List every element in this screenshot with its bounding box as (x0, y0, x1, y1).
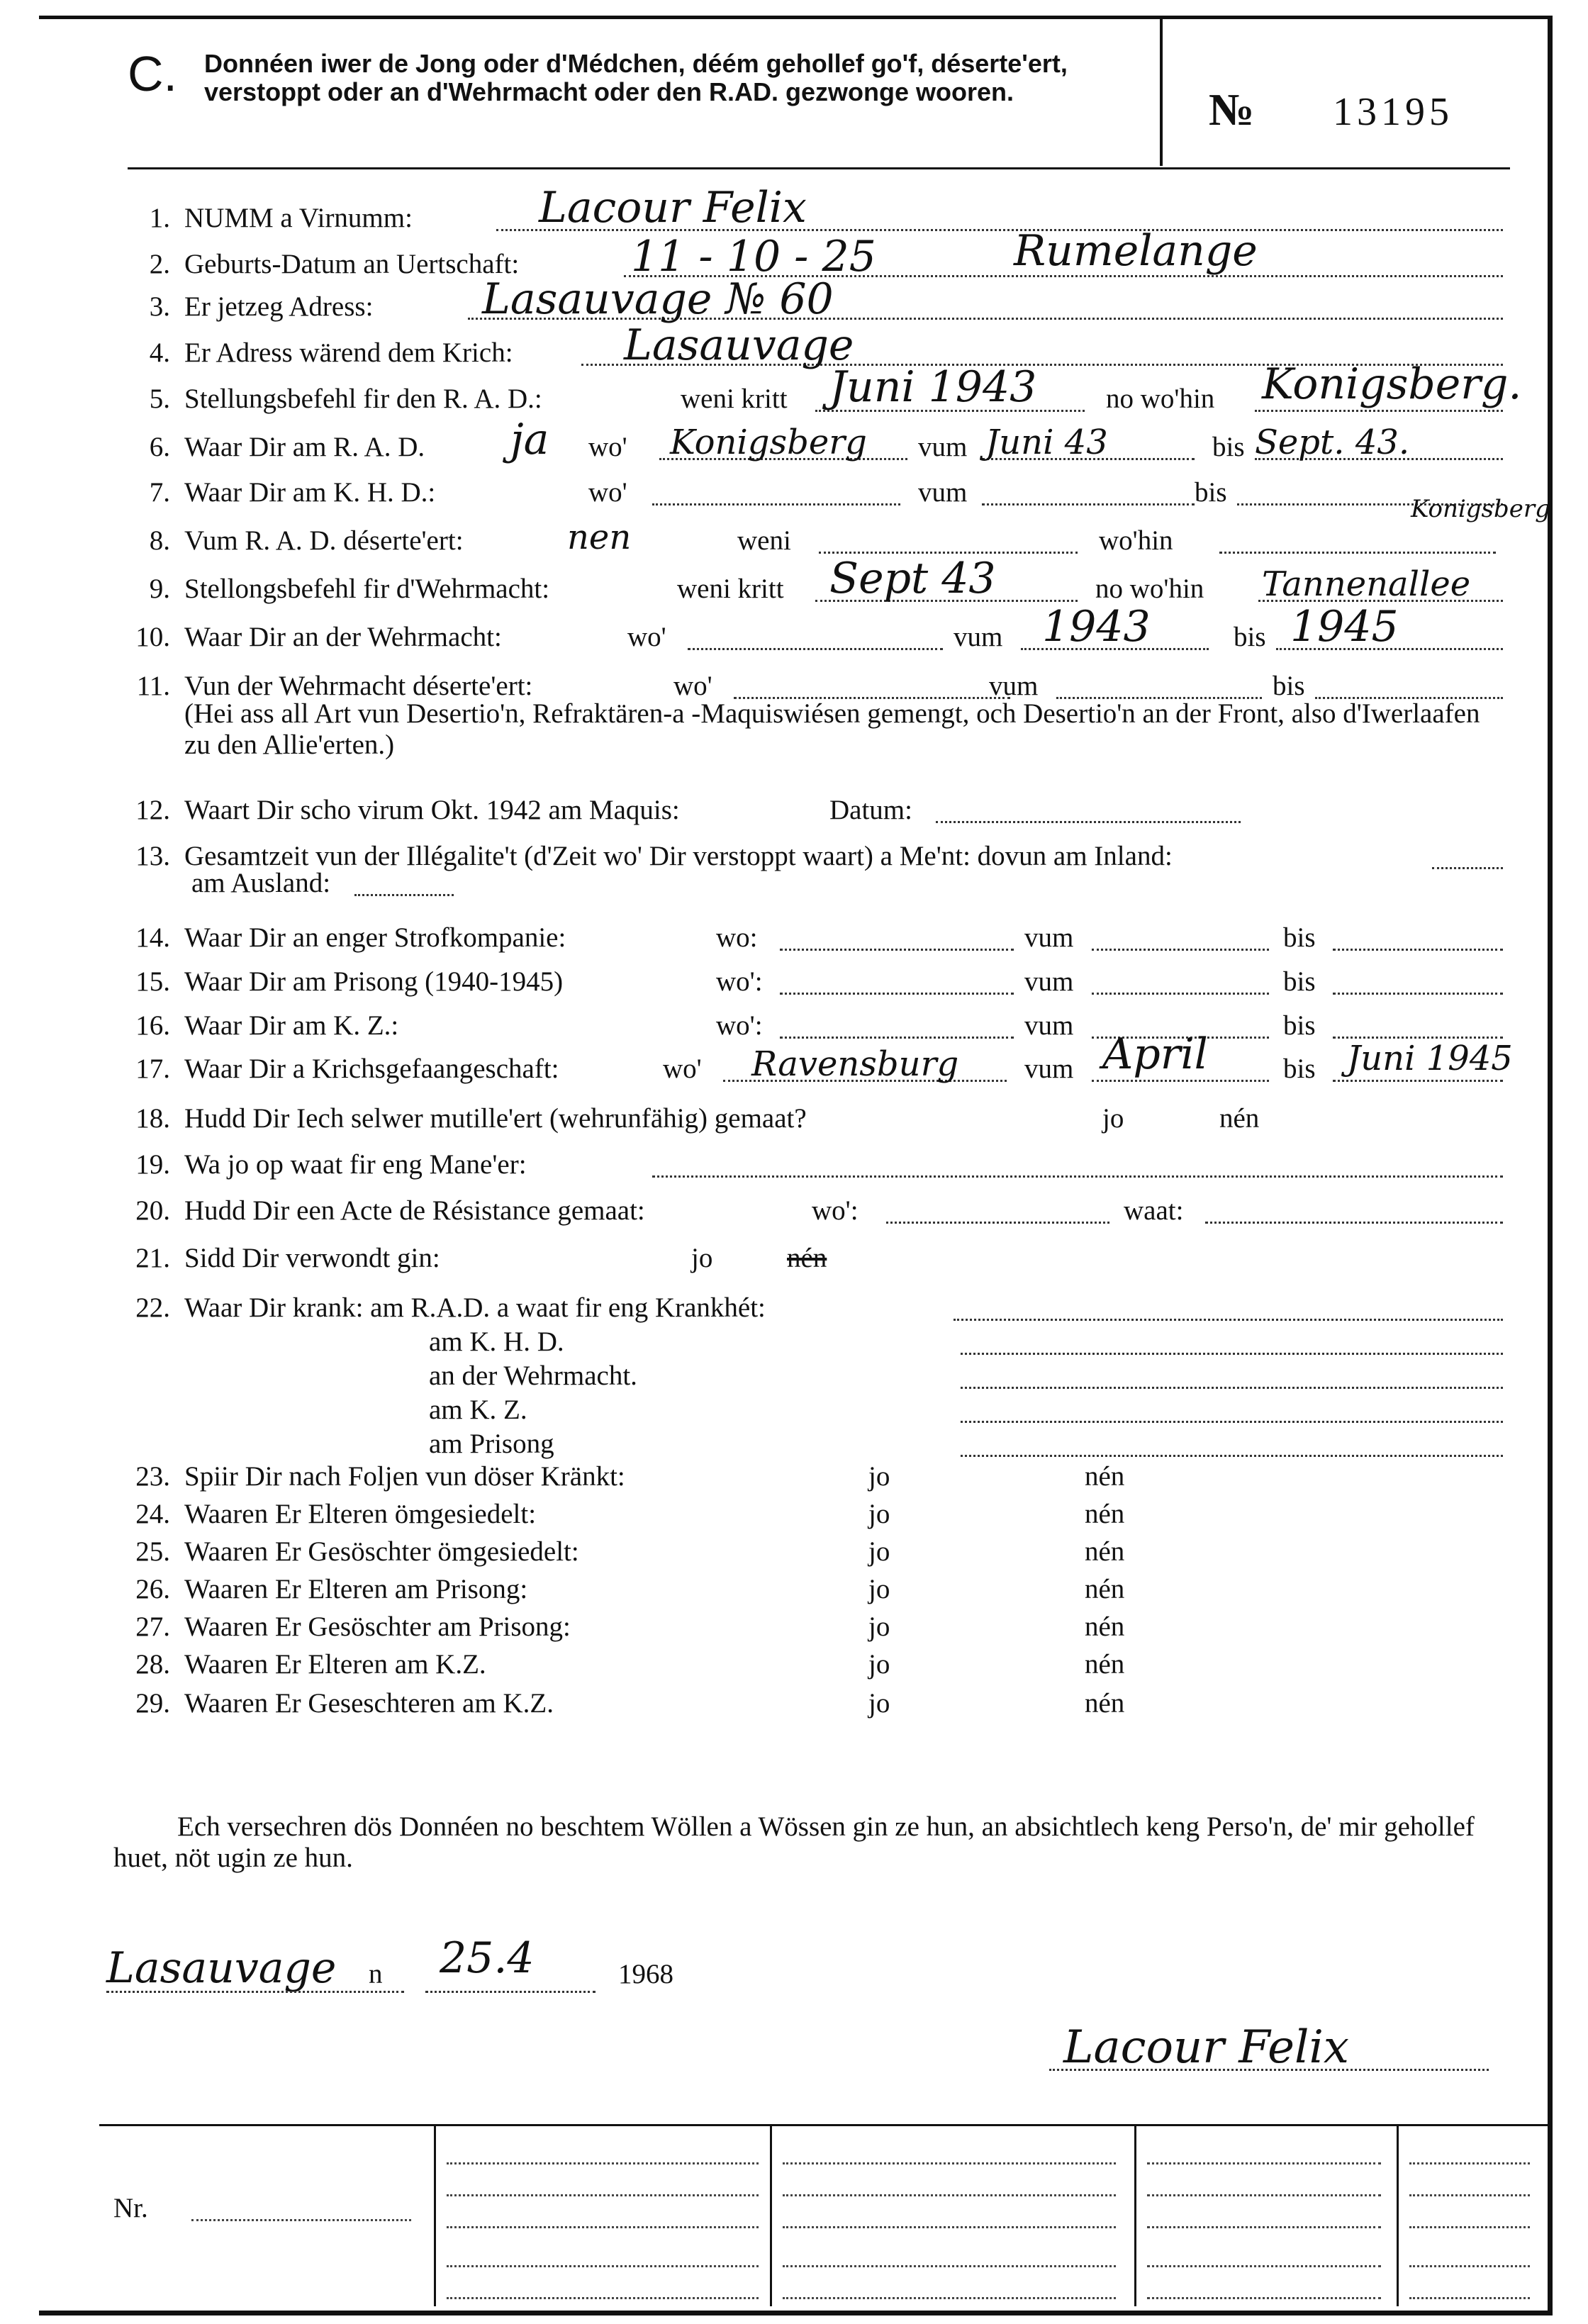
item-label: Waar Dir am R. A. D. (184, 432, 425, 462)
item-label: Waaren Er Elteren ömgesiedelt: (184, 1499, 537, 1529)
handwritten-answer: Lasauvage № 60 (482, 274, 834, 324)
footer-cell-line (447, 2226, 759, 2228)
item-label: Spiir Dir nach Foljen vun döser Kränkt: (184, 1461, 625, 1492)
bis-label: bis (1283, 1010, 1316, 1041)
nen-label: nén (1085, 1649, 1125, 1680)
footer-cell-line (1147, 2194, 1381, 2196)
item-number: 12. (135, 795, 170, 825)
vum-label: vum (1024, 966, 1074, 997)
jo-label: jo (1102, 1103, 1124, 1134)
item-number: 21. (135, 1243, 170, 1273)
footer-cell-line (783, 2194, 1116, 2196)
footer-col-divider-1 (434, 2125, 436, 2306)
signature-line (1049, 2069, 1489, 2071)
footer-cell-line (783, 2297, 1116, 2299)
vum-label: vum (954, 622, 1003, 652)
item-label: Waart Dir scho virum Okt. 1942 am Maquis: (184, 795, 680, 825)
wo-label: wo' (627, 622, 666, 652)
footer-cell-line (447, 2297, 759, 2299)
footer-cell-line (447, 2265, 759, 2267)
date-line (425, 1991, 596, 1993)
item-label: Wa jo op waat fir eng Mane'er: (184, 1149, 527, 1180)
bis-label: bis (1212, 432, 1245, 462)
item-number: 7. (149, 477, 170, 508)
footer-cell-line (1147, 2297, 1381, 2299)
sub-line (961, 1421, 1503, 1423)
wo-label: wo': (716, 966, 763, 997)
wo-label: wo': (716, 1010, 763, 1041)
footer-cell-line (447, 2162, 759, 2164)
bis-label: bis (1283, 1054, 1316, 1084)
wo-line (780, 1037, 1014, 1039)
wo-line (780, 949, 1014, 951)
bis-line (1333, 993, 1503, 995)
item-number: 11. (136, 671, 170, 701)
footer-cell-line (1147, 2265, 1381, 2267)
item-label: Vun der Wehrmacht déserte'ert: (184, 671, 533, 701)
item-label: Waar Dir am K. Z.: (184, 1010, 399, 1041)
vum-label: vum (918, 477, 968, 508)
bis-line (1333, 949, 1503, 951)
jo-label: jo (868, 1611, 890, 1642)
footer-cell-line (783, 2265, 1116, 2267)
nen-label: nén (1085, 1574, 1125, 1604)
item-number: 8. (149, 525, 170, 556)
vum-label: vum (989, 671, 1039, 701)
item-number: 18. (135, 1103, 170, 1134)
item-label: Waar Dir krank: am R.A.D. a waat fir eng Krankhét: (184, 1292, 766, 1323)
waat-label: waat: (1124, 1195, 1184, 1226)
sub-label: an der Wehrmacht. (429, 1361, 637, 1391)
handwritten-signature: Lacour Felix (1063, 2021, 1349, 2074)
jo-label: jo (868, 1649, 890, 1680)
handwritten-answer: nen (567, 518, 632, 557)
item-note: (Hei ass all Art vun Desertio'n, Refraktären-a -Maquiswiésen gemengt, och Desertio'n an der Front, also d'Iwerlaafen zu den Allie'erten.) (184, 698, 1480, 760)
section-letter: C. (128, 46, 177, 101)
item-label: Gesamtzeit vun der Illégalite't (d'Zeit wo' Dir verstoppt waart) a Me'nt: dovun am Inland: (184, 841, 1173, 871)
form-number: 13195 (1333, 90, 1453, 134)
item-number: 2. (149, 249, 170, 279)
item-label: Waar Dir am Prisong (1940-1945) (184, 966, 564, 997)
wo-label: wo: (716, 922, 758, 953)
handwritten-weni: Juni 1943 (829, 362, 1037, 412)
item-number: 4. (149, 337, 170, 368)
footer-cell-line (1147, 2226, 1381, 2228)
handwritten-vum: April (1102, 1029, 1208, 1079)
item-number: 27. (135, 1611, 170, 1642)
item-label: Stellungsbefehl fir den R. A. D.: (184, 384, 542, 414)
jo-label: jo (868, 1499, 890, 1529)
footer-nr-line (191, 2219, 411, 2221)
vum-label: vum (918, 432, 968, 462)
item-number: 1. (149, 203, 170, 233)
item-number: 19. (135, 1149, 170, 1180)
wo-label: wo' (663, 1054, 702, 1084)
jo-label: jo (868, 1461, 890, 1492)
item-label: Stellongsbefehl fir d'Wehrmacht: (184, 574, 550, 604)
item-label: Hudd Dir Iech selwer mutille'ert (wehrunfähig) gemaat? (184, 1103, 807, 1134)
jo-label: jo (868, 1536, 890, 1567)
wohin-label: no wo'hin (1095, 574, 1204, 604)
handwritten-wo: Ravensburg (751, 1044, 959, 1084)
datum-label: Datum: (829, 795, 912, 825)
wohin-line (1255, 410, 1503, 412)
item-number: 13. (135, 841, 170, 871)
item-number: 23. (135, 1461, 170, 1492)
handwritten-wohin: Konigsberg. (1262, 359, 1522, 409)
item-label: Waaren Er Geseschteren am K.Z. (184, 1688, 554, 1719)
nen-label: nén (1085, 1536, 1125, 1567)
item-label: Er jetzeg Adress: (184, 291, 374, 322)
bis-label: bis (1273, 671, 1305, 701)
item-label: Hudd Dir een Acte de Résistance gemaat: (184, 1195, 645, 1226)
place-line (106, 1991, 404, 1993)
item-number: 25. (135, 1536, 170, 1567)
handwritten-wo: Konigsberg (670, 423, 867, 462)
sub-label: am K. Z. (429, 1395, 527, 1425)
header-title: Donnéen iwer de Jong oder d'Médchen, déém gehollef go'f, déserte'ert, verstoppt oder an d'Wehrmacht oder den R.AD. gezwonge wooren. (204, 49, 1068, 106)
wo-line (780, 993, 1014, 995)
vum-label: vum (1024, 1054, 1074, 1084)
footer-cell-line (447, 2194, 759, 2196)
item-number: 9. (149, 574, 170, 604)
item-label: Waar Dir an der Wehrmacht: (184, 622, 502, 652)
wo-line (886, 1222, 1109, 1224)
footer-cell-line (1409, 2297, 1530, 2299)
footer-cell-line (783, 2162, 1116, 2164)
nen-label: nén (1085, 1611, 1125, 1642)
year: 1968 (618, 1959, 673, 1989)
handwritten-extra: Konigsberg (1411, 495, 1550, 523)
item-number: 6. (149, 432, 170, 462)
jo-label: jo (691, 1243, 713, 1273)
wo-label: wo': (812, 1195, 859, 1226)
declaration: Ech versechren dös Donnéen no beschtem Wöllen a Wössen gin ze hun, an absichtlech keng Perso'n, de' mir gehollef huet, nöt ugin ze hun. (113, 1811, 1475, 1873)
sub-line (961, 1387, 1503, 1389)
wohin-label: no wo'hin (1106, 384, 1215, 414)
vum-label: vum (1024, 922, 1074, 953)
nen-label: nén (1085, 1499, 1125, 1529)
handwritten-date: 25.4 (440, 1933, 535, 1983)
wo-label: wo' (588, 432, 627, 462)
sub-label: am Prisong (429, 1429, 554, 1459)
item-label: Waar Dir an enger Strofkompanie: (184, 922, 566, 953)
wo-line (652, 503, 900, 505)
vum-label: vum (1024, 1010, 1074, 1041)
header-divider (1160, 16, 1163, 166)
handwritten-wohin: Tannenallee (1262, 564, 1471, 604)
footer-cell-line (783, 2226, 1116, 2228)
bis-label: bis (1195, 477, 1227, 508)
item-number: 3. (149, 291, 170, 322)
item-label: Waaren Er Gesöschter am Prisong: (184, 1611, 571, 1642)
vum-line (1092, 1080, 1269, 1082)
handwritten-answer: Lasauvage (624, 320, 854, 370)
item-label: Waaren Er Elteren am Prisong: (184, 1574, 528, 1604)
item-label: Vum R. A. D. déserte'ert: (184, 525, 464, 556)
sub-label: am K. H. D. (429, 1326, 564, 1357)
footer-cell-line (1409, 2265, 1530, 2267)
weni-label: weni kritt (677, 574, 784, 604)
item-number: 10. (135, 622, 170, 652)
handwritten-weni: Sept 43 (829, 554, 996, 603)
handwritten-birthplace: Rumelange (1014, 226, 1258, 276)
item-number: 29. (135, 1688, 170, 1719)
handwritten-bis: 1945 (1290, 602, 1399, 652)
footer-cell-line (1409, 2226, 1530, 2228)
handwritten-vum: 1943 (1042, 602, 1151, 652)
wo-label: wo' (673, 671, 712, 701)
item-label: Geburts-Datum an Uertschaft: (184, 249, 520, 279)
wo-label: wo' (588, 477, 627, 508)
footer-rule (99, 2124, 1548, 2126)
item-label: Waaren Er Gesöschter ömgesiedelt: (184, 1536, 579, 1567)
item-number: 17. (135, 1054, 170, 1084)
inland-line (1432, 867, 1503, 869)
handwritten-struck-nen: nén (787, 1243, 827, 1273)
footer-col-divider-2 (770, 2125, 772, 2306)
sub-line (961, 1353, 1503, 1355)
wo-line (688, 648, 943, 650)
footer-cell-line (1409, 2162, 1530, 2164)
header-rule (128, 167, 1510, 169)
datum-line (936, 821, 1241, 823)
item-number: 20. (135, 1195, 170, 1226)
answer-line (954, 1319, 1503, 1321)
item-number: 28. (135, 1649, 170, 1680)
sub-line (961, 1455, 1503, 1457)
wohin-label: wo'hin (1099, 525, 1173, 556)
item-label: Er Adress wärend dem Krich: (184, 337, 513, 368)
bis-label: bis (1234, 622, 1266, 652)
item-number: 15. (135, 966, 170, 997)
footer-cell-line (1409, 2194, 1530, 2196)
item-number: 26. (135, 1574, 170, 1604)
vum-line (982, 503, 1195, 505)
handwritten-vum: Juni 43 (985, 423, 1108, 462)
item-number: 5. (149, 384, 170, 414)
handwritten-birthdate: 11 - 10 - 25 (631, 232, 876, 281)
vum-line (1092, 993, 1269, 995)
jo-label: jo (868, 1574, 890, 1604)
nen-label: nén (1085, 1688, 1125, 1719)
item-label: NUMM a Virnumm: (184, 203, 413, 233)
vum-line (1092, 949, 1269, 951)
bis-label: bis (1283, 966, 1316, 997)
handwritten-bis: Sept. 43. (1255, 423, 1410, 462)
handwritten-place: Lasauvage (106, 1943, 337, 1993)
footer-col-divider-3 (1134, 2125, 1136, 2306)
nen-label: nén (1219, 1103, 1260, 1134)
item-label: Waar Dir am K. H. D.: (184, 477, 436, 508)
handwritten-yes: ja (510, 415, 549, 464)
item-label: Sidd Dir verwondt gin: (184, 1243, 440, 1273)
item-label-2: am Ausland: (191, 868, 331, 898)
wohin-line (1219, 552, 1496, 554)
bis-label: bis (1283, 922, 1316, 953)
waat-line (1205, 1222, 1503, 1224)
item-label: Waar Dir a Krichsgefaangeschaft: (184, 1054, 559, 1084)
footer-nr-label: Nr. (113, 2193, 148, 2223)
item-number: 16. (135, 1010, 170, 1041)
ausland-line (354, 894, 454, 896)
weni-label: weni (737, 525, 791, 556)
answer-line (652, 1175, 1503, 1178)
nen-label: nén (1085, 1461, 1125, 1492)
item-number: 14. (135, 922, 170, 953)
item-label: Waaren Er Elteren am K.Z. (184, 1649, 486, 1680)
footer-cell-line (1147, 2162, 1381, 2164)
item-number: 24. (135, 1499, 170, 1529)
item-number: 22. (135, 1292, 170, 1323)
jo-label: jo (868, 1688, 890, 1719)
handwritten-answer: Lacour Felix (539, 183, 807, 233)
number-symbol: № (1209, 84, 1255, 135)
weni-label: weni kritt (681, 384, 788, 414)
place-suffix: n (369, 1959, 383, 1989)
handwritten-bis: Juni 1945 (1347, 1039, 1513, 1078)
footer-col-divider-4 (1397, 2125, 1399, 2306)
bis-line (1333, 1080, 1503, 1082)
